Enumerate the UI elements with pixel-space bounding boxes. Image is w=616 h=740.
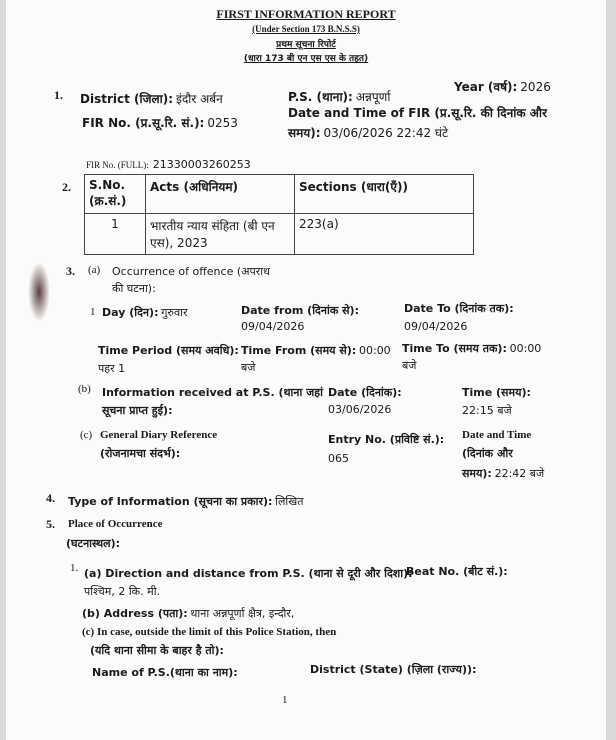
s3-c-marker: (c) (80, 429, 93, 441)
col-sections: Sections (धारा(एँ)) (295, 175, 474, 214)
s3-b-marker: (b) (78, 383, 91, 395)
info-type-label: Type of Information (सूचना का प्रकार): (68, 495, 273, 508)
gd-datetime-label-2: (दिनांक और (462, 447, 513, 460)
acts-table-header (85, 175, 474, 214)
col-acts: Acts (अधिनियम) (146, 175, 295, 214)
info-time-value: 22:15 बजे (462, 404, 512, 417)
date-to-label: Date To (दिनांक तक): (404, 302, 514, 315)
entry-number-label: Entry No. (प्रविष्टि सं.): (328, 433, 445, 446)
district-field (80, 90, 223, 107)
gd-datetime-value: 22:42 बजे (494, 467, 545, 480)
district-value: इंदौर अर्बन (176, 92, 223, 106)
gd-datetime-label-3: समय): (462, 467, 492, 480)
place-sub-number: 1. (70, 562, 79, 574)
occurrence-label-2: की घटना): (112, 282, 156, 295)
s3-a-marker: (a) (88, 264, 101, 276)
time-from-field (241, 343, 391, 358)
address-label: (b) Address (पता): (82, 607, 188, 620)
row-section: 223(a) (295, 214, 474, 255)
section-2-number: 2. (62, 180, 71, 194)
doc-title: FIRST INFORMATION REPORT (216, 7, 396, 21)
time-from-label: Time From (समय से): (241, 344, 357, 357)
fir-datetime-value: 03/06/2026 22:42 घंटे (323, 126, 449, 140)
doc-subtitle-hindi: (धारा 173 बी एन एस एस के तहत) (243, 54, 369, 64)
ps-label: P.S. (थाना): (288, 90, 353, 104)
fir-number-label: FIR No. (प्र.सू.रि. सं.): (82, 116, 205, 130)
time-from-unit: बजे (241, 361, 256, 374)
direction-distance-value: पश्चिम, 2 कि. मी. (84, 585, 161, 598)
fir-datetime-label: Date and Time of FIR (प्र.सू.रि. की दिनांक और (288, 106, 547, 120)
info-received-label-2: सूचना प्राप्त हुई): (102, 404, 173, 417)
gd-datetime-field (462, 466, 544, 481)
section-3-number: 3. (66, 264, 75, 278)
info-type-value: लिखित (275, 495, 304, 508)
outside-limit-label: (c) In case, outside the limit of this Police Station, then (82, 626, 337, 638)
ps-name-label: Name of P.S.(थाना का नाम): (92, 666, 238, 679)
time-period-value: पहर 1 (98, 362, 126, 375)
info-received-label: Information received at P.S. (थाना जहां (102, 386, 323, 399)
year-value: 2026 (520, 80, 551, 94)
fir-datetime-label-2: समय): (288, 126, 321, 140)
fir-full-value: 21330003260253 (152, 158, 251, 171)
district-state-label: District (State) (ज़िला (राज्य)): (310, 663, 477, 676)
ps-value: अन्नपूर्णा (355, 90, 391, 104)
time-from-value: 00:00 (358, 344, 391, 357)
fir-full-label: FIR No. (FULL): (86, 160, 149, 170)
date-to-value: 09/04/2026 (404, 320, 468, 333)
row-act-line2: एस), 2023 (150, 236, 208, 250)
doc-title-hindi: प्रथम सूचना रिपोर्ट (276, 40, 336, 50)
row-sno: 1 (85, 214, 146, 255)
gd-reference-label: General Diary Reference (100, 429, 218, 441)
direction-distance-label: (a) Direction and distance from P.S. (थाना से दूरी और दिशा): (84, 567, 413, 580)
day-value: गुरुवार (161, 306, 188, 319)
day-label: Day (दिन): (102, 306, 159, 319)
section-4-number: 4. (46, 491, 55, 505)
time-to-label: Time To (समय तक): (402, 342, 507, 355)
beat-number-label: Beat No. (बीट सं.): (406, 565, 508, 578)
time-to-field (402, 341, 541, 356)
gd-datetime-label: Date and Time (462, 429, 532, 441)
district-label: District (जिला): (80, 92, 174, 106)
year-label: Year (वर्ष): (454, 80, 518, 94)
info-time-label: Time (समय): (462, 386, 531, 399)
fir-page (6, 0, 606, 740)
address-field (82, 606, 294, 621)
day-field (102, 305, 187, 320)
address-value: थाना अन्नपूर्णा क्षैत्र, इन्दौर, (190, 607, 295, 620)
fir-datetime-field (288, 124, 448, 141)
time-period-label: Time Period (समय अवधि): (98, 344, 239, 357)
occurrence-row-number: 1 (90, 306, 96, 318)
section-1-number: 1. (54, 88, 63, 102)
entry-number-value: 065 (328, 452, 349, 465)
place-of-occurrence-label-2: (घटनास्थल): (66, 537, 120, 550)
time-to-value: 00:00 (509, 342, 542, 355)
info-date-label: Date (दिनांक): (328, 386, 402, 399)
fir-full-field (86, 155, 251, 173)
gd-reference-label-2: (रोजनामचा संदर्भ): (100, 447, 181, 460)
acts-table (84, 174, 474, 255)
year-field (454, 78, 551, 95)
outside-limit-label-2: (यदि थाना सीमा के बाहर है तो): (90, 644, 224, 657)
row-act-line1: भारतीय न्याय संहिता (बी एन (150, 219, 275, 233)
fir-number-value: 0253 (207, 116, 238, 130)
occurrence-label: Occurrence of offence (अपराध (112, 265, 270, 278)
info-type-field (68, 494, 304, 509)
place-of-occurrence-label: Place of Occurrence (68, 518, 163, 530)
date-from-value: 09/04/2026 (241, 320, 305, 333)
info-date-value: 03/06/2026 (328, 403, 392, 416)
col-sno-hindi: (क्र.सं.) (89, 194, 127, 208)
page-shadow (28, 262, 50, 322)
col-sno: S.No. (89, 178, 126, 192)
ps-field (288, 88, 390, 105)
time-to-unit: बजे (402, 359, 417, 372)
doc-subtitle: (Under Section 173 B.N.S.S) (252, 24, 360, 34)
fir-number-field (82, 114, 238, 131)
date-from-label: Date from (दिनांक से): (241, 304, 359, 317)
page-number: 1 (282, 694, 288, 706)
table-row (85, 214, 474, 255)
section-5-number: 5. (46, 517, 55, 531)
